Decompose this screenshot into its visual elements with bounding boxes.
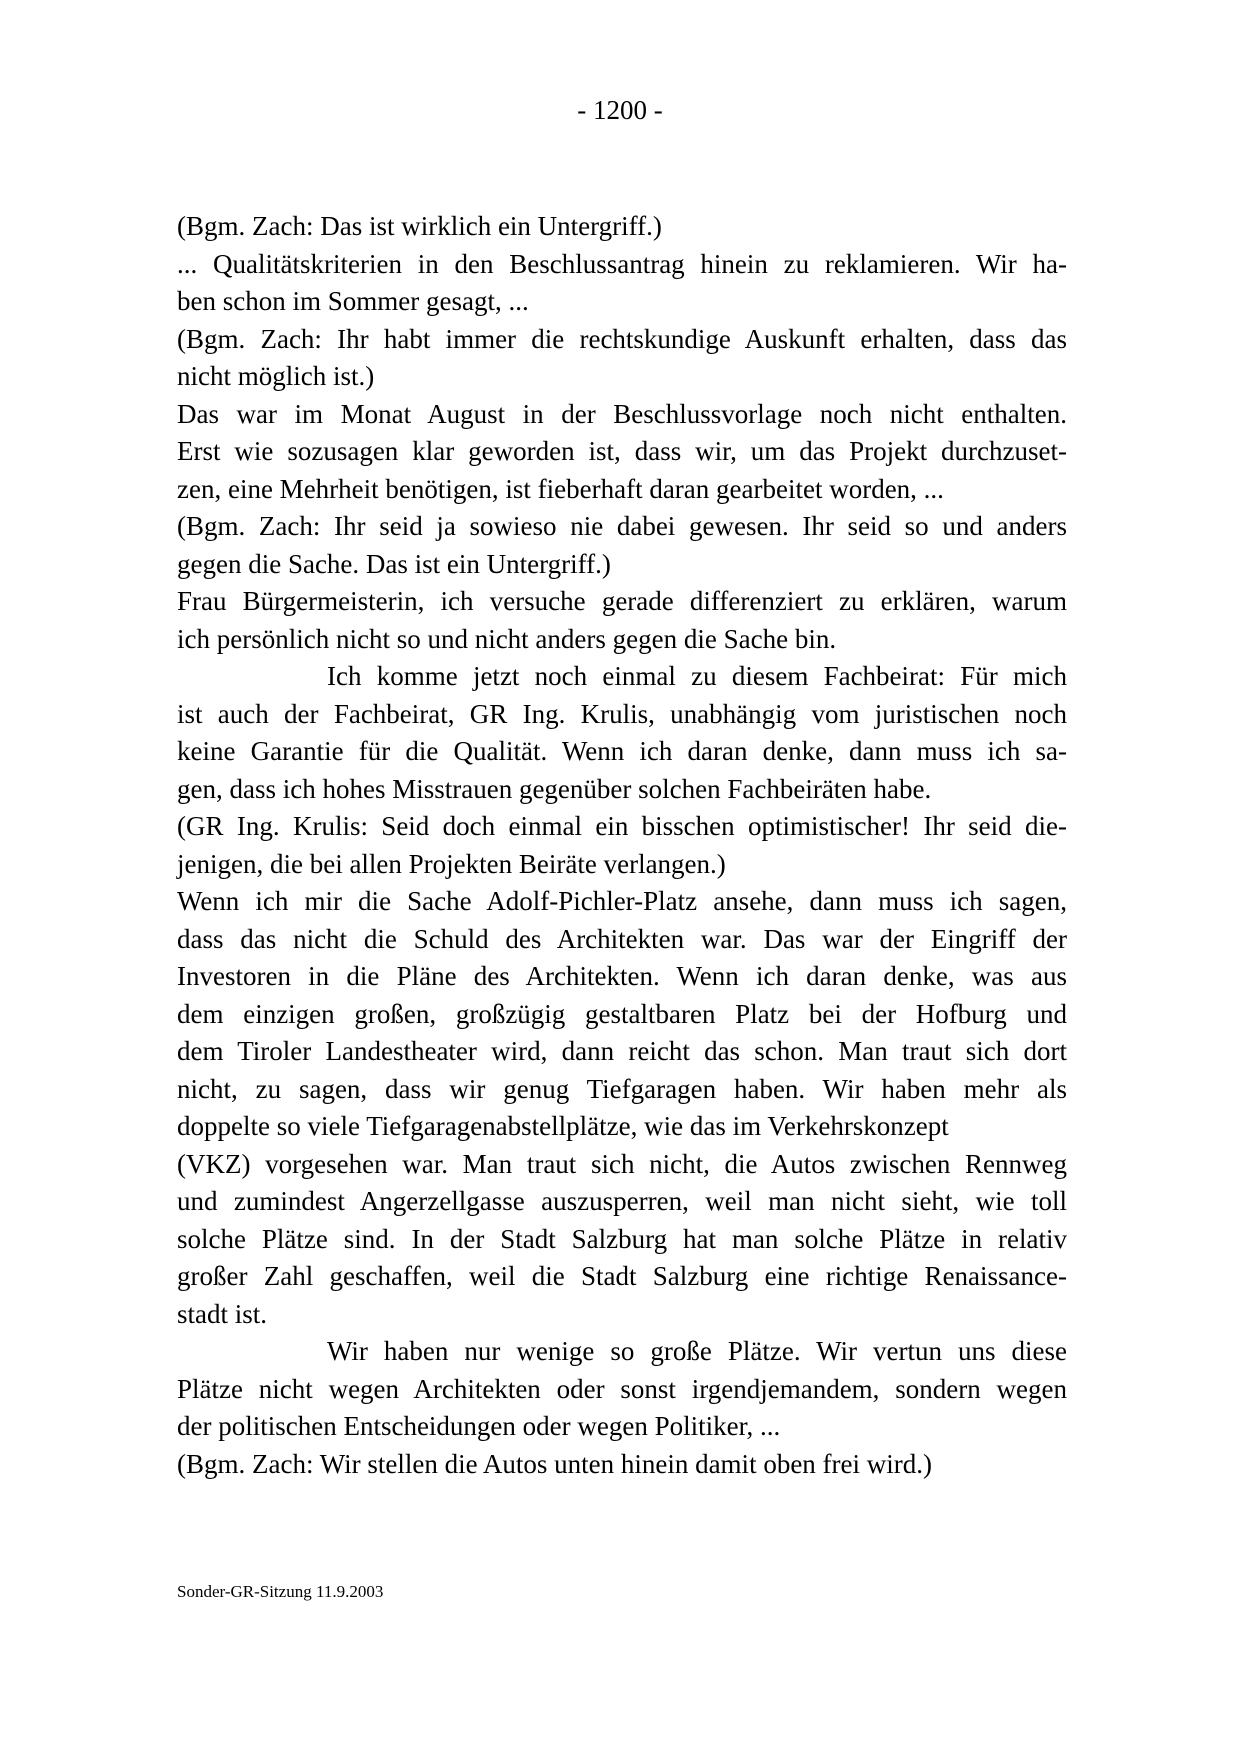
interjection-paragraph [177,321,1067,396]
text-line: stadt ist. [177,1298,268,1329]
text-line: gegen die Sache. Das ist ein Untergriff.) [177,548,611,579]
text-line: und zumindest Angerzellgasse auszusperren, weil man nicht sieht, wie toll [177,1186,1067,1216]
text-line: ist auch der Fachbeirat, GR Ing. Krulis, unabhängig vom juristischen noch [177,698,1067,729]
text-line: Erst wie sozusagen klar geworden ist, dass wir, um das Projekt durchzuset- [177,436,1067,466]
text-line: Ich komme jetzt noch einmal zu diesem Fachbeirat: Für mich [327,661,1067,691]
interjection-paragraph [177,208,1067,246]
interjection-paragraph [177,1446,1067,1484]
speech-paragraph [177,883,1067,1333]
speech-paragraph [177,246,1067,321]
speech-paragraph [177,1333,1067,1446]
text-line: gen, dass ich hohes Misstrauen gegenüber solchen Fachbeiräten habe. [177,773,932,804]
text-line: zen, eine Mehrheit benötigen, ist fieberhaft daran gearbeitet worden, ... [177,473,944,504]
text-line: Frau Bürgermeisterin, ich versuche gerade differenziert zu erklären, warum [177,586,1067,616]
text-line: dem einzigen großen, großzügig gestaltbaren Platz bei der Hofburg und [177,998,1067,1029]
text-line: doppelte so viele Tiefgaragenabstellplätze, wie das im Verkehrskonzept [177,1111,949,1141]
text-line: jenigen, die bei allen Projekten Beiräte verlangen.) [177,848,726,879]
text-line: Plätze nicht wegen Architekten oder sonst irgendjemandem, sondern wegen [177,1373,1067,1404]
text-line: ich persönlich nicht so und nicht anders gegen die Sache bin. [177,623,837,654]
text-line: nicht, zu sagen, dass wir genug Tiefgaragen haben. Wir haben mehr als [177,1073,1067,1104]
text-line: Das war im Monat August in der Beschlussvorlage noch nicht enthalten. [177,398,1067,429]
text-line: (Bgm. Zach: Ihr habt immer die rechtskundige Auskunft erhalten, dass das [177,323,1067,354]
page-number: - 1200 - [577,95,663,125]
text-line: Wenn ich mir die Sache Adolf-Pichler-Platz ansehe, dann muss ich sagen, [177,886,1067,916]
text-line: ben schon im Sommer gesagt, ... [177,286,529,316]
text-line: ... Qualitätskriterien in den Beschlussantrag hinein zu reklamieren. Wir ha- [177,248,1067,279]
text-line: dem Tiroler Landestheater wird, dann reicht das schon. Man traut sich dort [177,1036,1067,1066]
text-line: Investoren in die Pläne des Architekten. Wenn ich daran denke, was aus [177,961,1067,991]
text-line: solche Plätze sind. In der Stadt Salzburg hat man solche Plätze in relativ [177,1223,1067,1254]
text-line: (Bgm. Zach: Das ist wirklich ein Untergriff.) [177,211,662,241]
text-line: Wir haben nur wenige so große Plätze. Wir vertun uns diese [327,1336,1067,1366]
text-line: (VKZ) vorgesehen war. Man traut sich nicht, die Autos zwischen Rennweg [177,1148,1067,1179]
text-line: keine Garantie für die Qualität. Wenn ich daran denke, dann muss ich sa- [177,736,1067,766]
text-line: großer Zahl geschaffen, weil die Stadt Salzburg eine richtige Renaissance- [177,1261,1067,1291]
text-line: (Bgm. Zach: Wir stellen die Autos unten hinein damit oben frei wird.) [177,1448,932,1479]
text-line: (Bgm. Zach: Ihr seid ja sowieso nie dabei gewesen. Ihr seid so und anders [177,511,1067,541]
interjection-paragraph [177,808,1067,883]
text-line: der politischen Entscheidungen oder wegen Politiker, ... [177,1411,781,1441]
interjection-paragraph [177,508,1067,583]
text-line: nicht möglich ist.) [177,361,375,391]
speech-paragraph [177,396,1067,509]
text-line: dass das nicht die Schuld des Architekten war. Das war der Eingriff der [177,923,1067,954]
speech-paragraph [177,658,1067,808]
speech-paragraph [177,583,1067,658]
text-line: (GR Ing. Krulis: Seid doch einmal ein bisschen optimistischer! Ihr seid die- [177,811,1067,841]
document-body [177,208,1067,1483]
footer-session-label: Sonder-GR-Sitzung 11.9.2003 [177,1582,384,1601]
